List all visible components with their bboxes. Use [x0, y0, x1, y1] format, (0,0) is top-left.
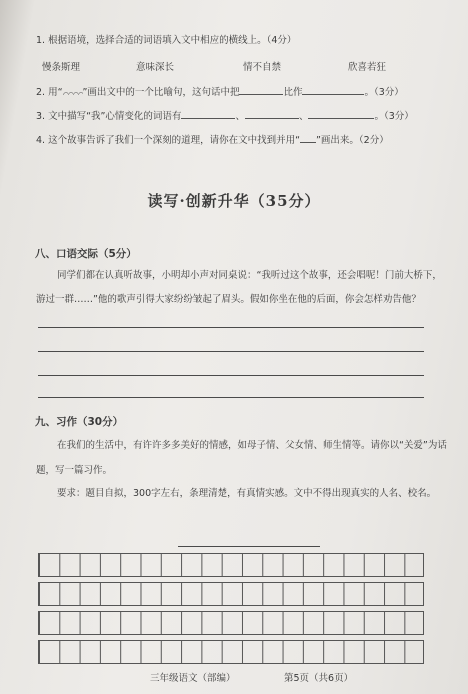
answer-blank[interactable]	[308, 109, 374, 119]
underline-mark	[300, 133, 316, 143]
option-2: 意味深长	[136, 62, 175, 73]
answer-line[interactable]	[38, 397, 424, 398]
footer-grade-subject: 三年级语文（部编）	[150, 673, 236, 684]
essay-grid-row[interactable]	[38, 611, 424, 635]
section-9-heading: 九、习作（30分）	[35, 416, 124, 428]
essay-grid-row[interactable]	[38, 582, 424, 606]
essay-grid-row[interactable]	[38, 640, 424, 664]
section-9-text-line-1: 在我们的生活中，有许许多多美好的情感，如母子情、父女情、师生情等。请你以“关爱”为话	[57, 440, 447, 451]
question-4: 4. 这个故事告诉了我们一个深刻的道理，请你在文中找到并用“ ”画出来。（2分）	[36, 135, 389, 146]
essay-grid-row[interactable]	[38, 553, 424, 577]
option-1: 慢条斯理	[42, 62, 81, 73]
answer-line[interactable]	[38, 375, 424, 376]
answer-blank[interactable]	[245, 109, 299, 119]
footer-page-number: 第5页（共6页）	[284, 673, 354, 684]
essay-title-line[interactable]	[178, 546, 320, 547]
section-8-heading: 八、口语交际（5分）	[35, 248, 137, 260]
question-1: 1. 根据语境，选择合适的词语填入文中相应的横线上。（4分）	[36, 35, 297, 46]
section-title: 读写·创新升华（35分）	[147, 192, 321, 210]
section-9-requirements: 要求：题目自拟，300字左右，条理清楚，有真情实感。文中不得出现真实的人名、校名。	[57, 488, 437, 499]
wavy-line-mark	[63, 87, 83, 95]
section-8-text-line-2: 游过一群……”他的歌声引得大家纷纷皱起了眉头。假如你坐在他的后面，你会怎样劝告他？	[36, 294, 421, 305]
section-9-text-line-2: 题，写一篇习作。	[36, 465, 113, 476]
answer-blank[interactable]	[239, 85, 283, 95]
answer-blank[interactable]	[181, 109, 235, 119]
question-3: 3. 文中描写“我”心情变化的词语有 、 、 。（3分）	[36, 111, 414, 122]
option-3: 情不自禁	[243, 62, 282, 73]
question-2: 2. 用“ ”画出文中的一个比喻句，这句话中把 比作 。（3分）	[36, 87, 404, 98]
answer-blank[interactable]	[302, 85, 364, 95]
answer-line[interactable]	[38, 351, 424, 352]
section-8-text-line-1: 同学们都在认真听故事，小明却小声对同桌说：“我听过这个故事，还会唱呢！门前大桥下，	[57, 270, 442, 281]
option-4: 欣喜若狂	[348, 62, 387, 73]
answer-line[interactable]	[38, 327, 424, 328]
